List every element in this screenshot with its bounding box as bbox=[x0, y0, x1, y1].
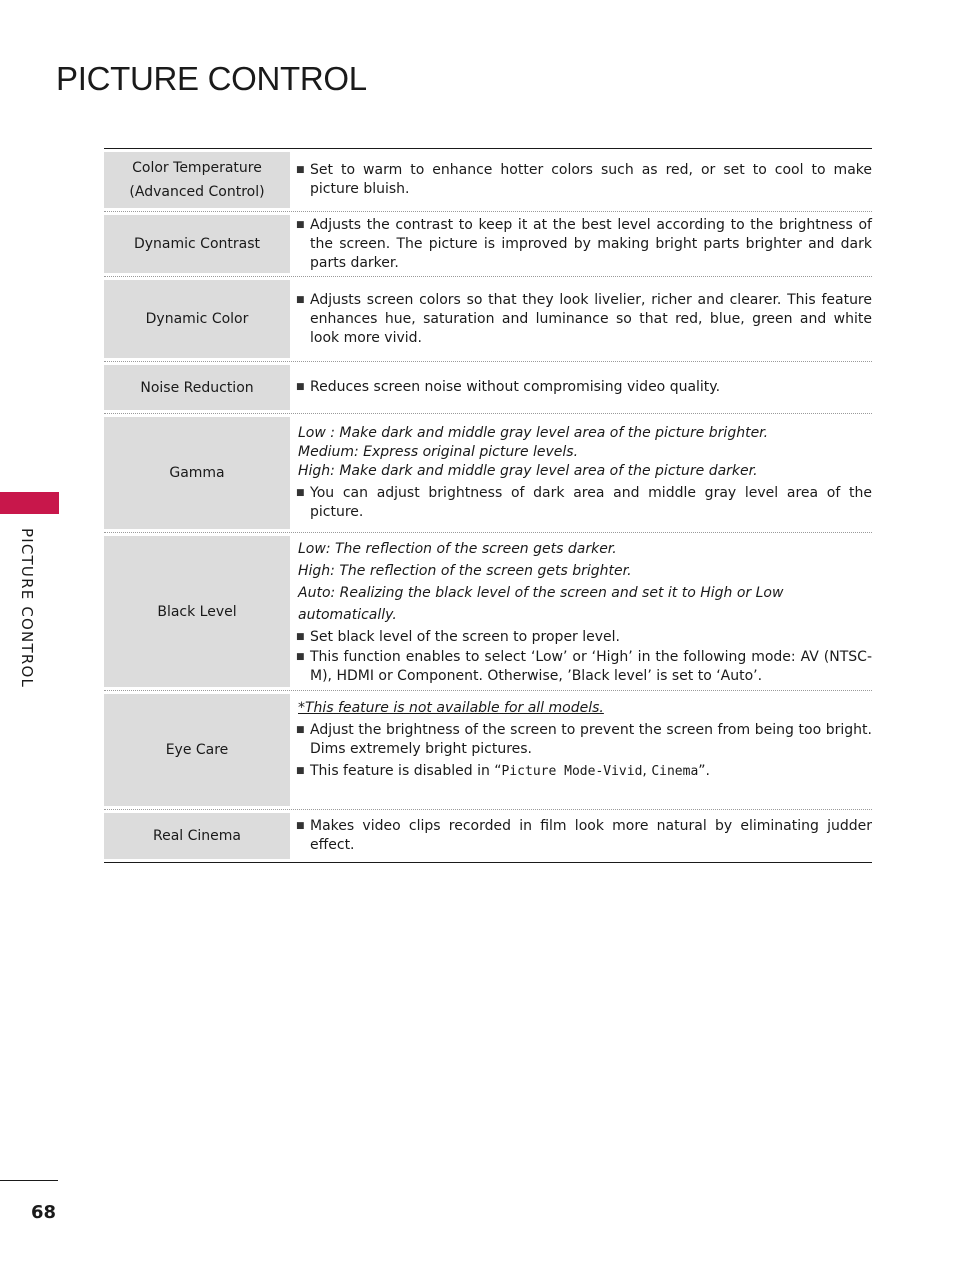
row-label: Real Cinema bbox=[104, 813, 290, 859]
square-bullet-icon: ■ bbox=[296, 382, 305, 392]
page-number: 68 bbox=[31, 1202, 57, 1223]
table-row-real-cinema bbox=[104, 810, 872, 862]
square-bullet-icon: ■ bbox=[296, 488, 305, 498]
square-bullet-icon: ■ bbox=[296, 631, 305, 642]
row-description bbox=[290, 362, 872, 413]
bullet-item: ■ Adjusts the contrast to keep it at the best level according to the brightness of the screen. The picture is improved by making bright parts brighter and dark parts darker. bbox=[296, 216, 872, 271]
square-bullet-icon: ■ bbox=[296, 725, 305, 735]
option-note: Auto: Realizing the black level of the screen and set it to High or Low automatically. bbox=[298, 584, 784, 623]
bullet-item: ■ Makes video clips recorded in film look more natural by eliminating judder effect. bbox=[296, 818, 872, 853]
option-note: High: Make dark and middle gray level area of the picture darker. bbox=[298, 463, 758, 479]
option-note: Medium: Express original picture levels. bbox=[298, 444, 579, 460]
bullet-item: ■ Adjusts screen colors so that they look livelier, richer and clearer. This feature enhances hue, saturation and luminance so that red, blue, green and white look more vivid. bbox=[296, 291, 872, 346]
bullet-item: ■ You can adjust brightness of dark area and middle gray level area of the picture. bbox=[296, 485, 872, 520]
table-row-dynamic-contrast bbox=[104, 212, 872, 277]
square-bullet-icon: ■ bbox=[296, 219, 305, 230]
row-description bbox=[290, 277, 872, 361]
availability-note: *This feature is not available for all models. bbox=[298, 700, 604, 716]
bullet-item: ■ Set black level of the screen to proper level. bbox=[296, 626, 872, 648]
bullet-item: ■ Set to warm to enhance hotter colors such as red, or set to cool to make picture bluish. bbox=[296, 162, 872, 197]
table-row-black-level bbox=[104, 533, 872, 691]
row-description bbox=[290, 212, 872, 276]
square-bullet-icon: ■ bbox=[296, 294, 305, 305]
square-bullet-icon: ■ bbox=[296, 766, 305, 776]
bullet-item: ■ This feature is disabled in “Picture Mode-Vivid, Cinema”. bbox=[296, 763, 710, 779]
row-label: Dynamic Contrast bbox=[104, 215, 290, 273]
table-row-dynamic-color bbox=[104, 277, 872, 362]
row-description bbox=[290, 533, 872, 690]
row-description bbox=[290, 414, 872, 532]
section-side-label: PICTURE CONTROL bbox=[18, 528, 36, 689]
table-row-eye-care bbox=[104, 691, 872, 810]
section-tab-marker bbox=[0, 492, 59, 514]
bullet-item: ■ Reduces screen noise without compromising video quality. bbox=[296, 379, 721, 395]
settings-table bbox=[104, 148, 872, 863]
square-bullet-icon: ■ bbox=[296, 165, 305, 175]
row-label: Eye Care bbox=[104, 694, 290, 806]
row-label: Color Temperature (Advanced Control) bbox=[104, 152, 290, 208]
page-number-rule bbox=[0, 1180, 58, 1181]
row-label: Gamma bbox=[104, 417, 290, 529]
row-label: Dynamic Color bbox=[104, 280, 290, 358]
mode-name: Cinema bbox=[651, 764, 699, 779]
square-bullet-icon: ■ bbox=[296, 651, 305, 662]
mode-name: Picture Mode-Vivid bbox=[501, 764, 643, 779]
row-description bbox=[290, 149, 872, 211]
bullet-item: ■ Adjust the brightness of the screen to prevent the screen from being too bright. Dims extremely bright pictures. bbox=[296, 722, 872, 757]
page-title: PICTURE CONTROL bbox=[56, 60, 367, 97]
table-row-noise-reduction bbox=[104, 362, 872, 414]
square-bullet-icon: ■ bbox=[296, 821, 305, 831]
option-note: Low : Make dark and middle gray level area of the picture brighter. bbox=[298, 425, 769, 441]
row-description bbox=[290, 810, 872, 862]
row-label: Noise Reduction bbox=[104, 365, 290, 410]
option-note: High: The reflection of the screen gets brighter. bbox=[298, 562, 632, 579]
row-description bbox=[290, 691, 872, 809]
table-row-color-temperature bbox=[104, 149, 872, 212]
bullet-item: ■ This function enables to select ‘Low’ or ‘High’ in the following mode: AV (NTSC-M), HDMI or Component. Otherwise, ’Black level’ is set to ‘Auto’. bbox=[296, 648, 872, 684]
option-note: Low: The reflection of the screen gets darker. bbox=[298, 540, 617, 557]
row-label: Black Level bbox=[104, 536, 290, 687]
table-row-gamma bbox=[104, 414, 872, 533]
